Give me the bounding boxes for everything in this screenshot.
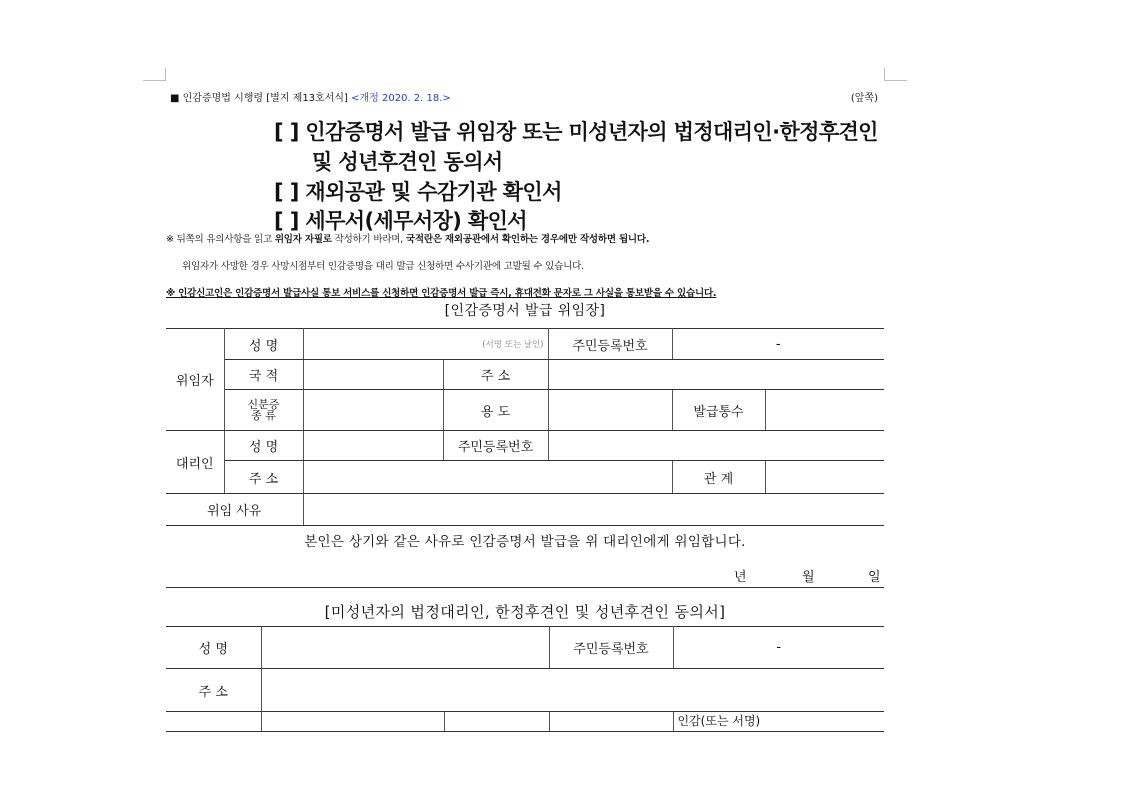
seal-hint: 인감(또는 서명) bbox=[673, 712, 884, 732]
copies-field[interactable] bbox=[765, 390, 884, 431]
consent-address-label: 주 소 bbox=[166, 669, 261, 712]
agent-rrn-label: 주민등록번호 bbox=[443, 431, 548, 461]
delegator-address-label: 주 소 bbox=[443, 360, 548, 390]
title-consulate-confirmation: [ ] 재외공관 및 수감기관 확인서 bbox=[274, 180, 562, 204]
agent-address-label: 주 소 bbox=[224, 461, 303, 494]
agent-name-field[interactable] bbox=[303, 431, 443, 461]
reason-field[interactable] bbox=[303, 494, 884, 526]
agent-address-field[interactable] bbox=[303, 461, 672, 494]
crop-mark-top-left bbox=[143, 68, 166, 81]
agent-label: 대리인 bbox=[166, 431, 224, 494]
form-header bbox=[170, 89, 884, 104]
revision-date: <개정 2020. 2. 18.> bbox=[351, 93, 451, 104]
consent-address-field[interactable] bbox=[261, 669, 884, 712]
title-tax-office-confirmation: [ ] 세무서(세무서장) 확인서 bbox=[274, 209, 527, 233]
delegator-rrn-field[interactable]: - bbox=[672, 329, 884, 360]
consent-row-cell[interactable] bbox=[261, 712, 444, 732]
purpose-label: 용 도 bbox=[443, 390, 548, 431]
form-reference: ■ 인감증명법 시행령 [별지 제13호서식] bbox=[170, 93, 348, 104]
delegator-rrn-label: 주민등록번호 bbox=[548, 329, 672, 360]
purpose-field[interactable] bbox=[548, 390, 672, 431]
notice-instructions: ※ 뒤쪽의 유의사항을 읽고 위임자 자필로 작성하기 바라며, 국적란은 재외공관에서 확인하는 경우에만 작성하면 됩니다. bbox=[166, 234, 650, 245]
date-year-label: 년 bbox=[734, 570, 747, 585]
consent-name-label: 성 명 bbox=[166, 627, 261, 669]
delegator-name-label: 성 명 bbox=[224, 329, 303, 360]
crop-mark-top-right bbox=[884, 68, 907, 81]
agent-rrn-field[interactable] bbox=[548, 431, 884, 461]
date-day-label: 일 bbox=[868, 570, 881, 585]
delegator-label: 위임자 bbox=[166, 329, 224, 431]
copies-label: 발급통수 bbox=[672, 390, 765, 431]
notice-warning-death: 위임자가 사망한 경우 사망시점부터 인감증명을 대리 발급 신청하면 수사기관에 고발될 수 있습니다. bbox=[182, 261, 584, 272]
delegator-nationality-label: 국 적 bbox=[224, 360, 303, 390]
delegator-name-field[interactable] bbox=[303, 329, 548, 360]
delegation-table bbox=[166, 328, 884, 526]
sign-hint: (서명 또는 날인) bbox=[482, 340, 544, 350]
section-title-consent: [미성년자의 법정대리인, 한정후견인 및 성년후견인 동의서] bbox=[324, 603, 726, 621]
consent-name-field[interactable] bbox=[261, 627, 549, 669]
consent-row-cell bbox=[444, 712, 549, 732]
consent-rrn-label: 주민등록번호 bbox=[549, 627, 673, 669]
consent-row-cell bbox=[166, 712, 261, 732]
title-delegation: [ ] 인감증명서 발급 위임장 또는 미성년자의 법정대리인·한정후견인 bbox=[274, 120, 878, 144]
document-page bbox=[166, 0, 884, 728]
reason-label: 위임 사유 bbox=[166, 494, 303, 526]
title-delegation-cont: 및 성년후견인 동의서 bbox=[312, 150, 503, 174]
id-type-label: 신분증 종 류 bbox=[224, 390, 303, 431]
delegator-address-field[interactable] bbox=[548, 360, 884, 390]
agent-name-label: 성 명 bbox=[224, 431, 303, 461]
id-type-field[interactable] bbox=[303, 390, 443, 431]
consent-table bbox=[166, 626, 884, 732]
section-title-delegation: [인감증명서 발급 위임장] bbox=[444, 303, 606, 319]
consent-row-cell[interactable] bbox=[549, 712, 673, 732]
page-side-label: (앞쪽) bbox=[850, 93, 878, 104]
delegator-nationality-field[interactable] bbox=[303, 360, 443, 390]
relation-field[interactable] bbox=[765, 461, 884, 494]
notice-sms-service: ※ 인감신고인은 인감증명서 발급사실 통보 서비스를 신청하면 인감증명서 발급 즉시, 휴대전화 문자로 그 사실을 통보받을 수 있습니다. bbox=[166, 288, 717, 299]
date-month-label: 월 bbox=[802, 570, 815, 585]
divider-line bbox=[166, 587, 884, 588]
consent-rrn-field[interactable]: - bbox=[673, 627, 884, 669]
delegation-statement: 본인은 상기와 같은 사유로 인감증명서 발급을 위 대리인에게 위임합니다. bbox=[304, 534, 746, 550]
relation-label: 관 계 bbox=[672, 461, 765, 494]
